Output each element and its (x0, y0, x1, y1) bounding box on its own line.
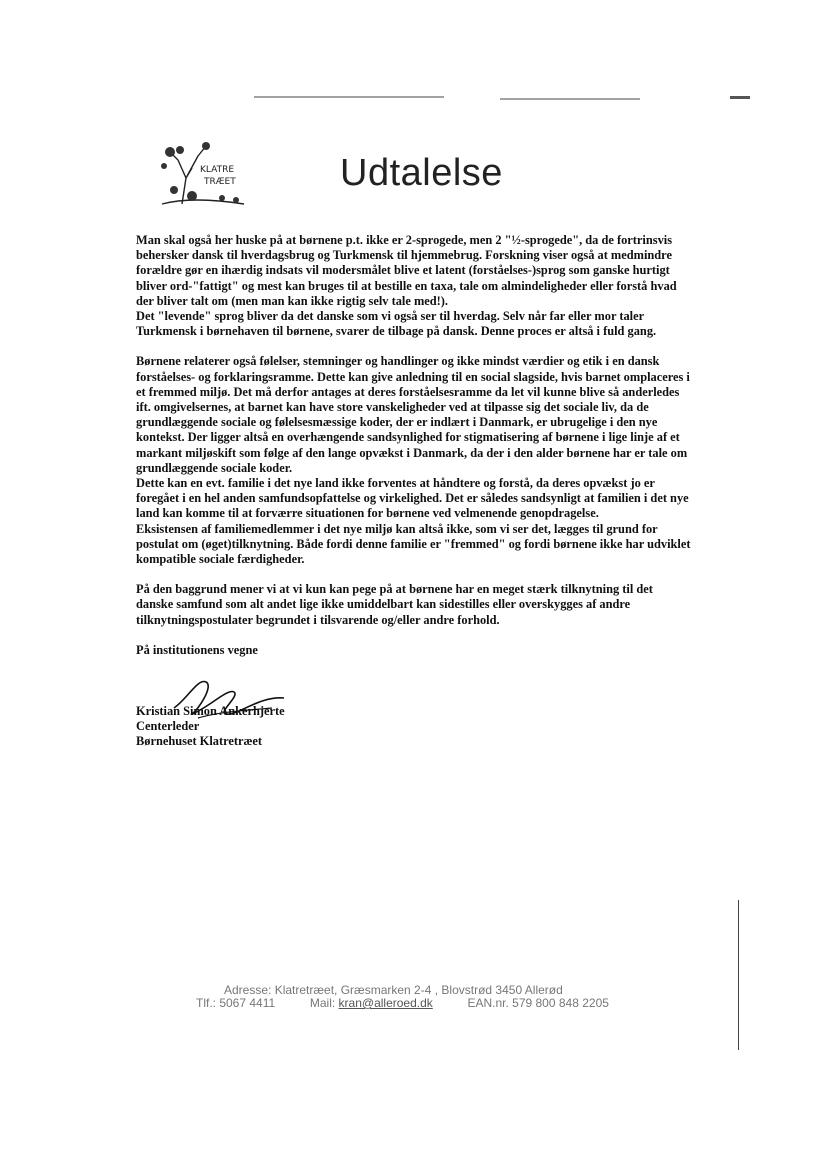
scan-artifact-edge (738, 900, 739, 1050)
logo-text-top: KLATRE (200, 165, 235, 175)
paragraph: Børnene relaterer også følelser, stemninger og handlinger og ikke mindst værdier og etik i en dansk forståelses- og forklaringsramme. Dette kan give anledning til en social slagside, hvis barnet omplaceres i et fremmed miljø. Det må derfor antages at deres forståelsesramme da let vil kunne blive så anderledes ift. omgivelsernes, at barnet kan have store vanskeligheder ved at tilpasse sig det sociale liv, da de grundlæggende sociale og følelsesmæssige koder, der er indlært i Danmark, er ubrugelige i den nye kontekst. Der ligger altså en overhængende sandsynlighed for stigmatisering af børnene i lige linje af et markant miljøskift som følge af den lange opvækst i Danmark, da der i den alder børnene har er tale om grundlæggende sociale koder. (136, 354, 690, 475)
paragraph: Eksistensen af familiemedlemmer i det nye miljø kan altså ikke, som vi ser det, lægges til grund for postulat om (øget)tilknytning. Både fordi denne familie er "fremmed" og fordi børnene ikke har udviklet kompatible sociale færdigheder. (136, 521, 691, 567)
footer-ean: EAN.nr. 579 800 848 2205 (467, 996, 609, 1010)
paragraph: Dette kan en evt. familie i det nye land ikke forventes at håndtere og forstå, da deres opvækst jo er foregået i en hel anden samfundsopfattelse og virkelighed. Det er således sandsynligt at familien i det nye land kan komme til at forværre situationen for børnene ved velmenende genopdragelse. (136, 476, 689, 521)
paragraph: Det "levende" sprog bliver da det danske som vi også ser til hverdag. Selv når far eller mor taler Turkmensk i børnehaven til børnene, svarer de tilbage på dansk. Denne proces er altså i fuld gang. (136, 309, 657, 339)
footer-mail-label: Mail: (309, 996, 336, 1010)
paragraph: Man skal også her huske på at børnene p.t. ikke er 2-sprogede, men 2 "½-sprogede", da de fortrinsvis behersker dansk til hverdagsbrug og Turkmensk til hjemmebrug. Forskning viser også at medmindre forældre gør en ihærdig indsats vil modersmålet blive et latent (forståelses-)sprog som ganske hurtigt bliver ord-"fattigt" og mest kan bruges til at bestille en taxa, tale om almindeligheder eller forstå hvad der bliver talt om (men man kan ikke rigtig selv tale med!). (136, 233, 677, 308)
footer-contact (196, 996, 609, 1010)
footer-mail-link[interactable]: kran@alleroed.dk (338, 996, 433, 1010)
paragraph: På den baggrund mener vi at vi kun kan pege på at børnene har en meget stærk tilknytning til det danske samfund som alt andet lige ikke umiddelbart kan sidestilles eller overskygges af andre tilknytningspostulater begrundet i tilsvarende og/eller andre forhold. (136, 582, 653, 627)
logo-text-bottom: TRÆET (204, 177, 236, 187)
scan-artifact-line (500, 98, 640, 100)
footer-address: Adresse: Klatretræet, Græsmarken 2-4 , Blovstrød 3450 Allerød (224, 983, 563, 997)
scan-artifact-line (254, 96, 444, 98)
signatory-org: Børnehuset Klatretræet (136, 734, 263, 749)
scan-artifact-line (730, 96, 750, 99)
tree-logo (152, 138, 248, 208)
page-title: Udtalelse (340, 152, 503, 194)
handwritten-signature (168, 668, 288, 722)
signatory-role: Centerleder (136, 719, 200, 734)
signatory-name: Kristian Simon Ankerhjerte (136, 704, 285, 719)
closing-line: På institutionens vegne (136, 642, 258, 657)
footer-phone: Tlf.: 5067 4411 (196, 996, 276, 1010)
